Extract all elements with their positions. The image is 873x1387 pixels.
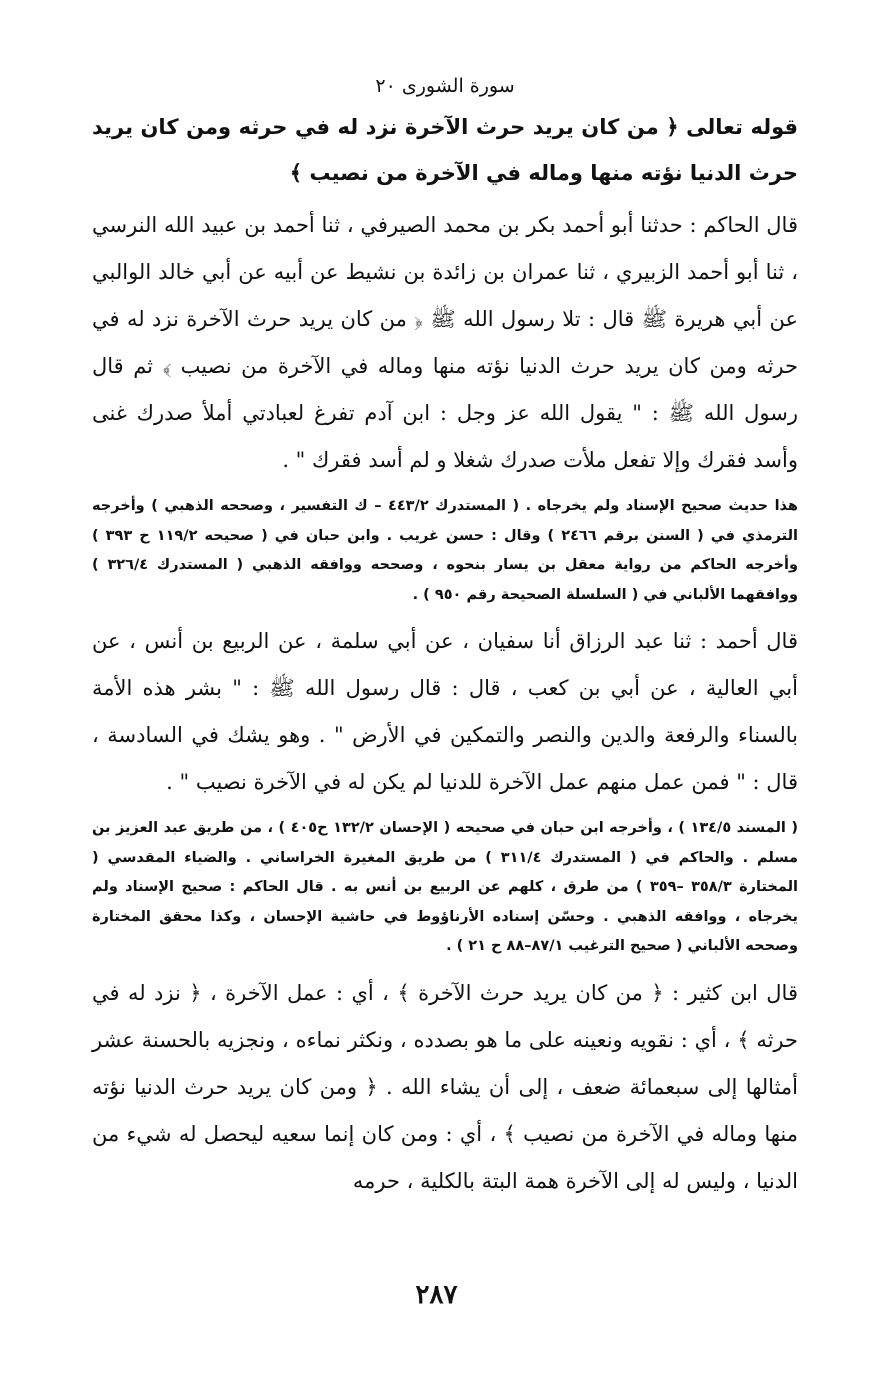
book-page xyxy=(92,68,798,1205)
paragraph-ahmad: قال أحمد : ثنا عبد الرزاق أنا سفيان ، عن أبي سلمة ، عن الربيع بن أنس ، عن أبي العالية ، عن أبي بن كعب ، قال : قال رسول الله ﷺ : " بشر هذه الأمة بالسناء والرفعة والدين والنصر والتمكين في الأرض " . وهو يشك في السادسة ، قال : " فمن عمل منهم عمل الآخرة للدنيا لم يكن له في الآخرة نصيب " . xyxy=(92,629,798,794)
verse-heading: قوله تعالى ﴿ من كان يريد حرث الآخرة نزد له في حرثه ومن كان يريد حرث الدنيا نؤته منها وماله في الآخرة من نصيب ﴾ xyxy=(92,115,798,185)
footnote-hakim: هذا حديث صحيح الإسناد ولم يخرجاه . ( المستدرك ٤٤٣/٢ – ك التفسير ، وصححه الذهبي ) وأخرجه الترمذي في ( السنن برقم ٢٤٦٦ ) وقال : حسن غريب . وابن حبان في ( صحيحه ١١٩/٢ ح ٣٩٣ ) وأخرجه الحاكم من رواية معقل بن يسار بنحوه ، وصححه ووافقه الذهبي ( المستدرك ٣٢٦/٤ ) ووافقهما الألباني في ( السلسلة الصحيحة رقم ٩٥٠ ) . xyxy=(92,498,798,603)
paragraph-ibn-kathir: قال ابن كثير : ﴿ من كان يريد حرث الآخرة ﴾ ، أي : عمل الآخرة ، ﴿ نزد له في حرثه ﴾ ، أي : نقويه ونعينه على ما هو بصدده ، ونكثر نماءه ، ونجزيه بالحسنة عشر أمثالها إلى سبعمائة ضعف ، إلى أن يشاء الله . ﴿ ومن كان يريد حرث الدنيا نؤته منها وماله في الآخرة من نصيب ﴾ ، أي : ومن كان إنما سعيه ليحصل له شيء من الدنيا ، وليس له إلى الآخرة همة البتة بالكلية ، حرمه xyxy=(92,980,798,1193)
page-number: ٢٨٧ xyxy=(415,1280,458,1310)
footnote-ahmad: ( المسند ١٣٤/٥ ) ، وأخرجه ابن حبان في صحيحه ( الإحسان ١٣٢/٢ ح٤٠٥ ) ، من طريق عبد العزيز بن مسلم . والحاكم في ( المستدرك ٣١١/٤ ) من طريق المغيرة الخراساني . والضياء المقدسي ( المختارة ٣٥٨/٣ –٣٥٩ ) من طرق ، كلهم عن الربيع بن أنس به . قال الحاكم : صحيح الإسناد ولم يخرجاه ، ووافقه الذهبي . وحسّن إسناده الأرناؤوط في حاشية الإحسان ، وكذا محقق المختارة وصححه الألباني ( صحيح الترغيب ٨٧/١–٨٨ ح ٢١ ) . xyxy=(92,820,798,954)
running-header: سورة الشورى ٢٠ xyxy=(375,75,515,97)
paragraph-hakim: قال الحاكم : حدثنا أبو أحمد بكر بن محمد الصيرفي ، ثنا أحمد بن عبيد الله النرسي ، ثنا أبو أحمد الزبيري ، ثنا عمران بن زائدة بن نشيط عن أبيه عن أبي خالد الوالبي عن أبي هريرة ﷺ قال : تلا رسول الله ﷺ ﴿ من كان يريد حرث الآخرة نزد له في حرثه ومن كان يريد حرث الدنيا نؤته منها وماله في الآخرة من نصيب ﴾ ثم قال رسول الله ﷺ : " يقول الله عز وجل : ابن آدم تفرغ لعبادتي أملأ صدرك غنى وأسد فقرك وإلا تفعل ملأت صدرك شغلا و لم أسد فقرك " . xyxy=(92,213,798,472)
